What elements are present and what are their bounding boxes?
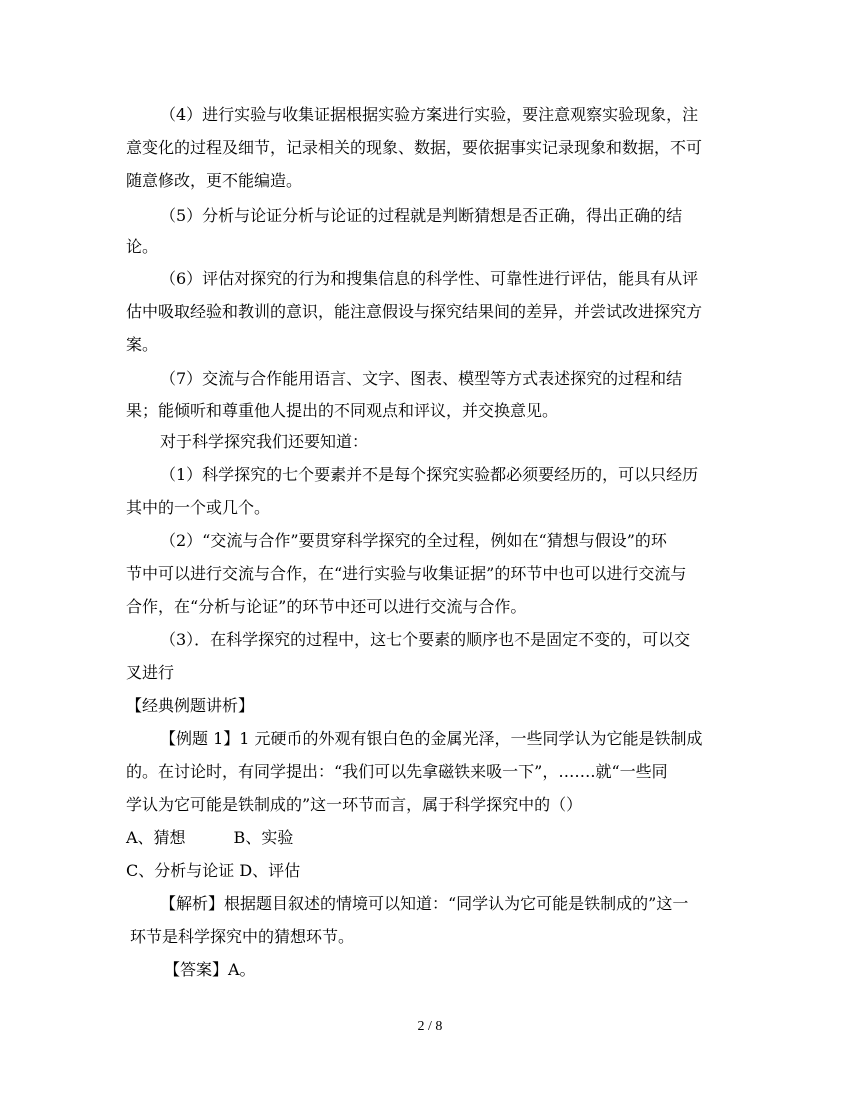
- text-line: （5）分析与论证分析与论证的过程就是判断猜想是否正确，得出正确的结: [160, 206, 683, 225]
- text-line: （2）“交流与合作”要贯穿科学探究的全过程，例如在“猜想与假设”的环: [160, 531, 667, 550]
- answer-options: C、分析与论证 D、评估: [126, 861, 301, 880]
- text-line: （7）交流与合作能用语言、文字、图表、模型等方式表述探究的过程和结: [160, 369, 683, 388]
- text-line: 叉进行: [126, 663, 175, 682]
- text-line: 果；能倾听和尊重他人提出的不同观点和评议，并交换意见。: [126, 401, 559, 420]
- text-line: 其中的一个或几个。: [126, 498, 271, 517]
- section-heading: 【经典例题讲析】: [126, 696, 255, 715]
- text-line: （4）进行实验与收集证据根据实验方案进行实验，要注意观察实验现象，注: [160, 105, 699, 124]
- analysis-text: 【解析】根据题目叙述的情境可以知道：“同学认为它可能是铁制成的”这一: [160, 894, 689, 913]
- text-line: 的。在讨论时，有同学提出：“我们可以先拿磁铁来吸一下”，…….就“一些同: [126, 762, 668, 781]
- text-line: （1）科学探究的七个要素并不是每个探究实验都必须要经历的，可以只经历: [160, 465, 699, 484]
- text-line: 估中吸取经验和教训的意识，能注意假设与探究结果间的差异，并尝试改进探究方: [126, 302, 703, 321]
- text-line: （6）评估对探究的行为和搜集信息的科学性、可靠性进行评估，能具有从评: [160, 269, 699, 288]
- answer-text: 【答案】A。: [164, 960, 256, 979]
- page-number: 2 / 8: [417, 1019, 443, 1034]
- text-line: 案。: [126, 335, 159, 354]
- example-question: 【例题 1】1 元硬币的外观有银白色的金属光泽，一些同学认为它能是铁制成: [160, 729, 703, 748]
- text-line: （3）．在科学探究的过程中，这七个要素的顺序也不是固定不变的，可以交: [160, 630, 691, 649]
- text-line: 学认为它可能是铁制成的”这一环节而言，属于科学探究中的（）: [126, 795, 583, 814]
- text-line: 随意修改，更不能编造。: [126, 171, 303, 190]
- text-line: 意变化的过程及细节，记录相关的现象、数据，要依据事实记录现象和数据，不可: [126, 138, 703, 157]
- answer-options: A、猜想 B、实验: [126, 828, 294, 847]
- text-line: 合作，在“分析与论证”的环节中还可以进行交流与合作。: [126, 597, 527, 616]
- text-line: 节中可以进行交流与合作，在“进行实验与收集证据”的环节中也可以进行交流与: [126, 564, 687, 583]
- text-line: 对于科学探究我们还要知道：: [160, 432, 369, 451]
- text-line: 论。: [126, 237, 159, 256]
- text-line: 环节是科学探究中的猜想环节。: [130, 927, 355, 946]
